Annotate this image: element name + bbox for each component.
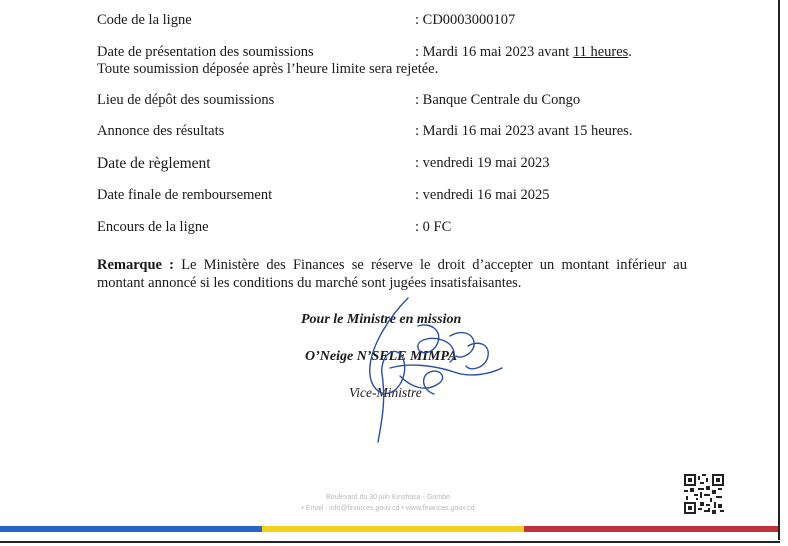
remark-paragraph bbox=[97, 256, 687, 292]
value-date-presentation: : Mardi 16 mai 2023 avant 11 heures. bbox=[415, 44, 632, 60]
value-date-remboursement: : vendredi 16 mai 2025 bbox=[415, 187, 550, 203]
signatory-title: Vice-Ministre bbox=[349, 385, 422, 400]
qr-code bbox=[684, 474, 724, 514]
handwritten-signature bbox=[330, 296, 530, 446]
value-date-reglement: : vendredi 19 mai 2023 bbox=[415, 155, 550, 171]
flag-stripe-blue bbox=[0, 526, 262, 532]
label-encours: Encours de la ligne bbox=[97, 219, 209, 235]
remark-label: Remarque : bbox=[97, 257, 174, 273]
label-code-ligne: Code de la ligne bbox=[97, 12, 192, 28]
label-lieu-depot: Lieu de dépôt des soumissions bbox=[97, 92, 275, 108]
value-annonce-resultats: : Mardi 16 mai 2023 avant 15 heures. bbox=[415, 123, 633, 139]
footer-contact: • Email : info@finances.gouv.cd • www.finances.gouv.cd bbox=[301, 505, 475, 512]
label-date-presentation: Date de présentation des soumissions bbox=[97, 44, 314, 60]
note-deadline: Toute soumission déposée après l’heure limite sera rejetée. bbox=[97, 61, 439, 77]
label-annonce-resultats: Annonce des résultats bbox=[97, 123, 225, 139]
label-date-reglement: Date de règlement bbox=[97, 155, 211, 172]
flag-stripe-red bbox=[524, 526, 778, 532]
value-code-ligne: : CD0003000107 bbox=[415, 12, 516, 28]
page-border-right bbox=[778, 0, 780, 540]
flag-stripe-yellow bbox=[262, 526, 524, 532]
value-encours: : 0 FC bbox=[415, 219, 452, 235]
page-border-bottom bbox=[0, 541, 780, 543]
signature-for-minister: Pour le Ministre en mission bbox=[301, 312, 462, 327]
signatory-name: O’Neige N’SELE MIMPA bbox=[305, 349, 458, 364]
underlined-hour: 11 heures bbox=[572, 44, 629, 60]
footer-address: Boulevard du 30 juin Kinshasa - Gombe bbox=[326, 494, 450, 501]
value-lieu-depot: : Banque Centrale du Congo bbox=[415, 92, 581, 108]
label-date-remboursement: Date finale de remboursement bbox=[97, 187, 273, 203]
remark-text: Le Ministère des Finances se réserve le droit d’accepter un montant inférieur au montant annoncé si les conditions du marché sont jugées insatisfaisantes. bbox=[97, 257, 687, 291]
